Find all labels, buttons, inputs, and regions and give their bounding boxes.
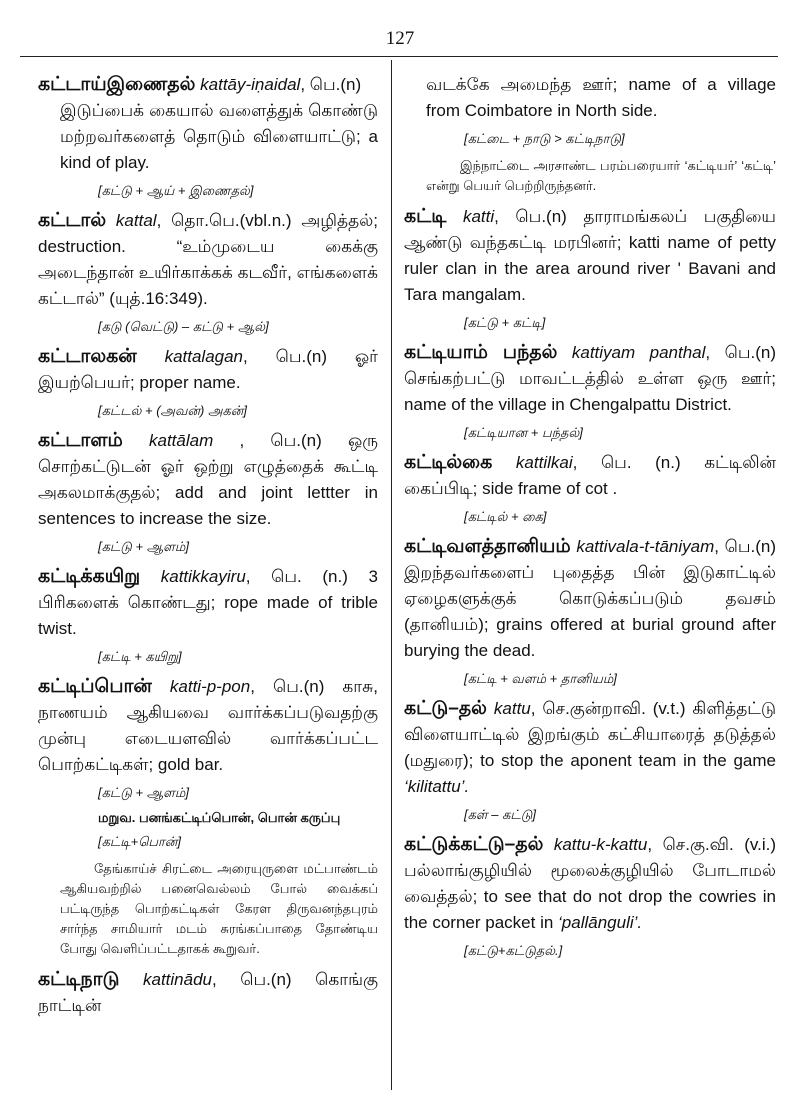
entry-headword: கட்டால் bbox=[38, 210, 107, 231]
dictionary-entry bbox=[38, 72, 378, 176]
entry-definition: , பெ. (n.) 3 பிரிகளைக் கொண்டது; rope made of trible twist. bbox=[38, 567, 378, 638]
dictionary-entry bbox=[38, 344, 378, 396]
dictionary-entry bbox=[38, 428, 378, 532]
entry-transliteration: kattiyam panthal bbox=[571, 343, 706, 362]
entry-quoted-term: ‘pallānguli’. bbox=[558, 913, 643, 932]
entry-transliteration: kattu-k-kattu bbox=[553, 835, 648, 854]
entry-etymology: [கட்டு+கட்டுதல்.] bbox=[464, 943, 563, 958]
entry-etymology: [கட்டு + ஆய் + இணைதல்] bbox=[98, 183, 254, 198]
entry-transliteration: kattal bbox=[115, 211, 157, 230]
entry-headword: கட்டுக்கட்டு–தல் bbox=[404, 834, 544, 855]
entry-etymology: [கட்டில் + கை] bbox=[464, 509, 547, 524]
entry-transliteration: katti-p-pon bbox=[169, 677, 251, 696]
entry-definition: , பெ.(n) ஒரு சொற்கட்டுடன் ஓர் ஒற்று எழுத்தைக் கூட்டி அகலமாக்குதல்; add and joint lettter in sentences to increase the size. bbox=[38, 431, 378, 528]
entry-transliteration: kattalagan bbox=[164, 347, 244, 366]
entry-etymology: [கட்டை + நாடு > கட்டிநாடு] bbox=[464, 131, 625, 146]
entry-note: தேங்காய்ச் சிரட்டை அரையுருளை மட்பாண்டம் ஆகியவற்றில் பனைவெல்லம் போல் வைக்கப் பட்டிருந்த பொற்கட்டிகள் கேரள திருவனந்தபுரம் சார்ந்த சாமியார் மடம் சுரங்கப்பாதை தோண்டிய போது வெளிப்பட்டதாகக் கூறுவர். bbox=[60, 861, 378, 956]
entry-etymology: [கட்டியான + பந்தல்] bbox=[464, 425, 583, 440]
entry-headword: கட்டாலகன் bbox=[38, 346, 137, 367]
entry-etymology: [கட்டு + கட்டி] bbox=[464, 315, 546, 330]
entry-headword: கட்டியாம் பந்தல் bbox=[404, 342, 558, 363]
dictionary-entry bbox=[38, 208, 378, 312]
entry-definition: , பெ.(n) செங்கற்பட்டு மாவட்டத்தில் உள்ள ஒரு ஊர்; name of the village in Chengalpattu District. bbox=[404, 343, 776, 414]
entry-transliteration: katti bbox=[462, 207, 495, 226]
entry-transliteration: kattāy-iṇaidal bbox=[200, 75, 301, 94]
dictionary-entry bbox=[404, 340, 776, 418]
entry-transliteration: kattilkai bbox=[515, 453, 573, 472]
entry-headword: கட்டி bbox=[404, 206, 447, 227]
right-column bbox=[404, 72, 776, 968]
entry-headword: கட்டிப்பொன் bbox=[38, 676, 152, 697]
dictionary-entry bbox=[38, 564, 378, 642]
dictionary-entry bbox=[404, 450, 776, 502]
entry-definition: , பெ.(n) கொங்கு நாட்டின் bbox=[38, 970, 378, 1015]
entry-definition: இடுப்பைக் கையால் வளைத்துக் கொண்டு மற்றவர்களைத் தொடும் விளையாட்டு; a kind of play. bbox=[60, 101, 378, 172]
entry-definition: , பெ. (n.) கட்டிலின் கைப்பிடி; side frame of cot . bbox=[404, 453, 776, 498]
entry-definition: , பெ.(n) தாராமங்கலப் பகுதியை ஆண்டு வந்தகட்டி மரபினர்; katti name of petty ruler clan in the area around river ' Bavani and Tara mangalam. bbox=[404, 207, 776, 304]
entry-definition: , செ.குன்றாவி. (v.t.) கிளித்தட்டு விளையாட்டில் இறங்கும் கட்சியாரைத் தடுத்தல் (மதுரை); to stop the aponent team in the game bbox=[404, 699, 776, 770]
entry-transliteration: kattivala-t-tāniyam bbox=[576, 537, 715, 556]
entry-definition: , தொ.பெ.(vbl.n.) அழித்தல்; destruction. “உம்முடைய கைக்கு அடைந்தான் உயிர்காக்கக் கடவீர், எங்களைக் கட்டால்” (யுத்.16:349). bbox=[38, 211, 378, 308]
entry-headword: கட்டிநாடு bbox=[38, 969, 120, 990]
entry-etymology: [கட்டு + ஆளம்] bbox=[98, 539, 189, 554]
entry-headword: கட்டில்கை bbox=[404, 452, 493, 473]
entry-definition: , செ.கு.வி. (v.i.) பல்லாங்குழியில் மூலைக்குழியில் போடாமல் வைத்தல்; to see that do not drop the cowries in the corner packet in bbox=[404, 835, 776, 932]
dictionary-entry bbox=[38, 967, 378, 1019]
entry-transliteration: kattinādu bbox=[142, 970, 212, 989]
dictionary-entry bbox=[404, 204, 776, 308]
entry-etymology: [கடு (வெட்டு) – கட்டு + ஆல்] bbox=[98, 319, 269, 334]
entry-etymology: [கள் – கட்டு] bbox=[464, 807, 536, 822]
column-divider bbox=[391, 60, 392, 1090]
entry-etymology: [கட்டி + வளம் + தானியம்] bbox=[464, 671, 617, 686]
entry-headword: கட்டிக்கயிறு bbox=[38, 566, 141, 587]
entry-note: இந்நாட்டை அரசாண்ட பரம்பரையார் ‘கட்டியர்’ ‘கட்டி’ என்று பெயர் பெற்றிருந்தனர். bbox=[426, 158, 776, 193]
dictionary-entry bbox=[38, 674, 378, 778]
entry-transliteration: kattu bbox=[493, 699, 531, 718]
entry-transliteration: kattikkayiru bbox=[160, 567, 246, 586]
entry-headword: கட்டு–தல் bbox=[404, 698, 487, 719]
header-rule bbox=[20, 56, 778, 57]
entry-pos: , பெ.(n) bbox=[300, 75, 362, 94]
dictionary-entry bbox=[404, 696, 776, 800]
entry-synonym: மறுவ. பனங்கட்டிப்பொன், பொன் கருப்பு bbox=[98, 810, 341, 825]
entry-etymology: [கட்டி+பொன்] bbox=[98, 834, 182, 849]
entry-definition: , பெ.(n) இறந்தவர்களைப் புதைத்த பின் இடுகாட்டில் ஏழைகளுக்குக் கொடுக்கப்படும் தவசம் (தானியம்); grains offered at burial ground after burying the dead. bbox=[404, 537, 776, 660]
entry-continuation: வடக்கே அமைந்த ஊர்; name of a village from Coimbatore in North side. bbox=[426, 75, 776, 120]
entry-transliteration: kattālam bbox=[148, 431, 214, 450]
entry-etymology: [கட்டல் + (அவன்) அகன்] bbox=[98, 403, 247, 418]
entry-etymology: [கட்டு + ஆளம்] bbox=[98, 785, 189, 800]
entry-headword: கட்டிவளத்தானியம் bbox=[404, 536, 571, 557]
dictionary-entry bbox=[404, 534, 776, 664]
entry-quoted-term: ‘kilitattu’. bbox=[404, 777, 470, 796]
left-column bbox=[38, 72, 378, 1023]
dictionary-entry bbox=[404, 832, 776, 936]
entry-headword: கட்டாளம் bbox=[38, 430, 123, 451]
entry-headword: கட்டாய்இணைதல் bbox=[38, 74, 196, 95]
entry-etymology: [கட்டி + கயிறு] bbox=[98, 649, 182, 664]
entry-definition: , பெ.(n) காசு, நாணயம் ஆகியவை வார்க்கப்படுவதற்கு முன்பு எடையளவில் வார்க்கப்பட்ட பொற்கட்டிகள்; gold bar. bbox=[38, 677, 378, 774]
entry-definition: , பெ.(n) ஓர் இயற்பெயர்; proper name. bbox=[38, 347, 378, 392]
page-number: 127 bbox=[385, 28, 415, 49]
